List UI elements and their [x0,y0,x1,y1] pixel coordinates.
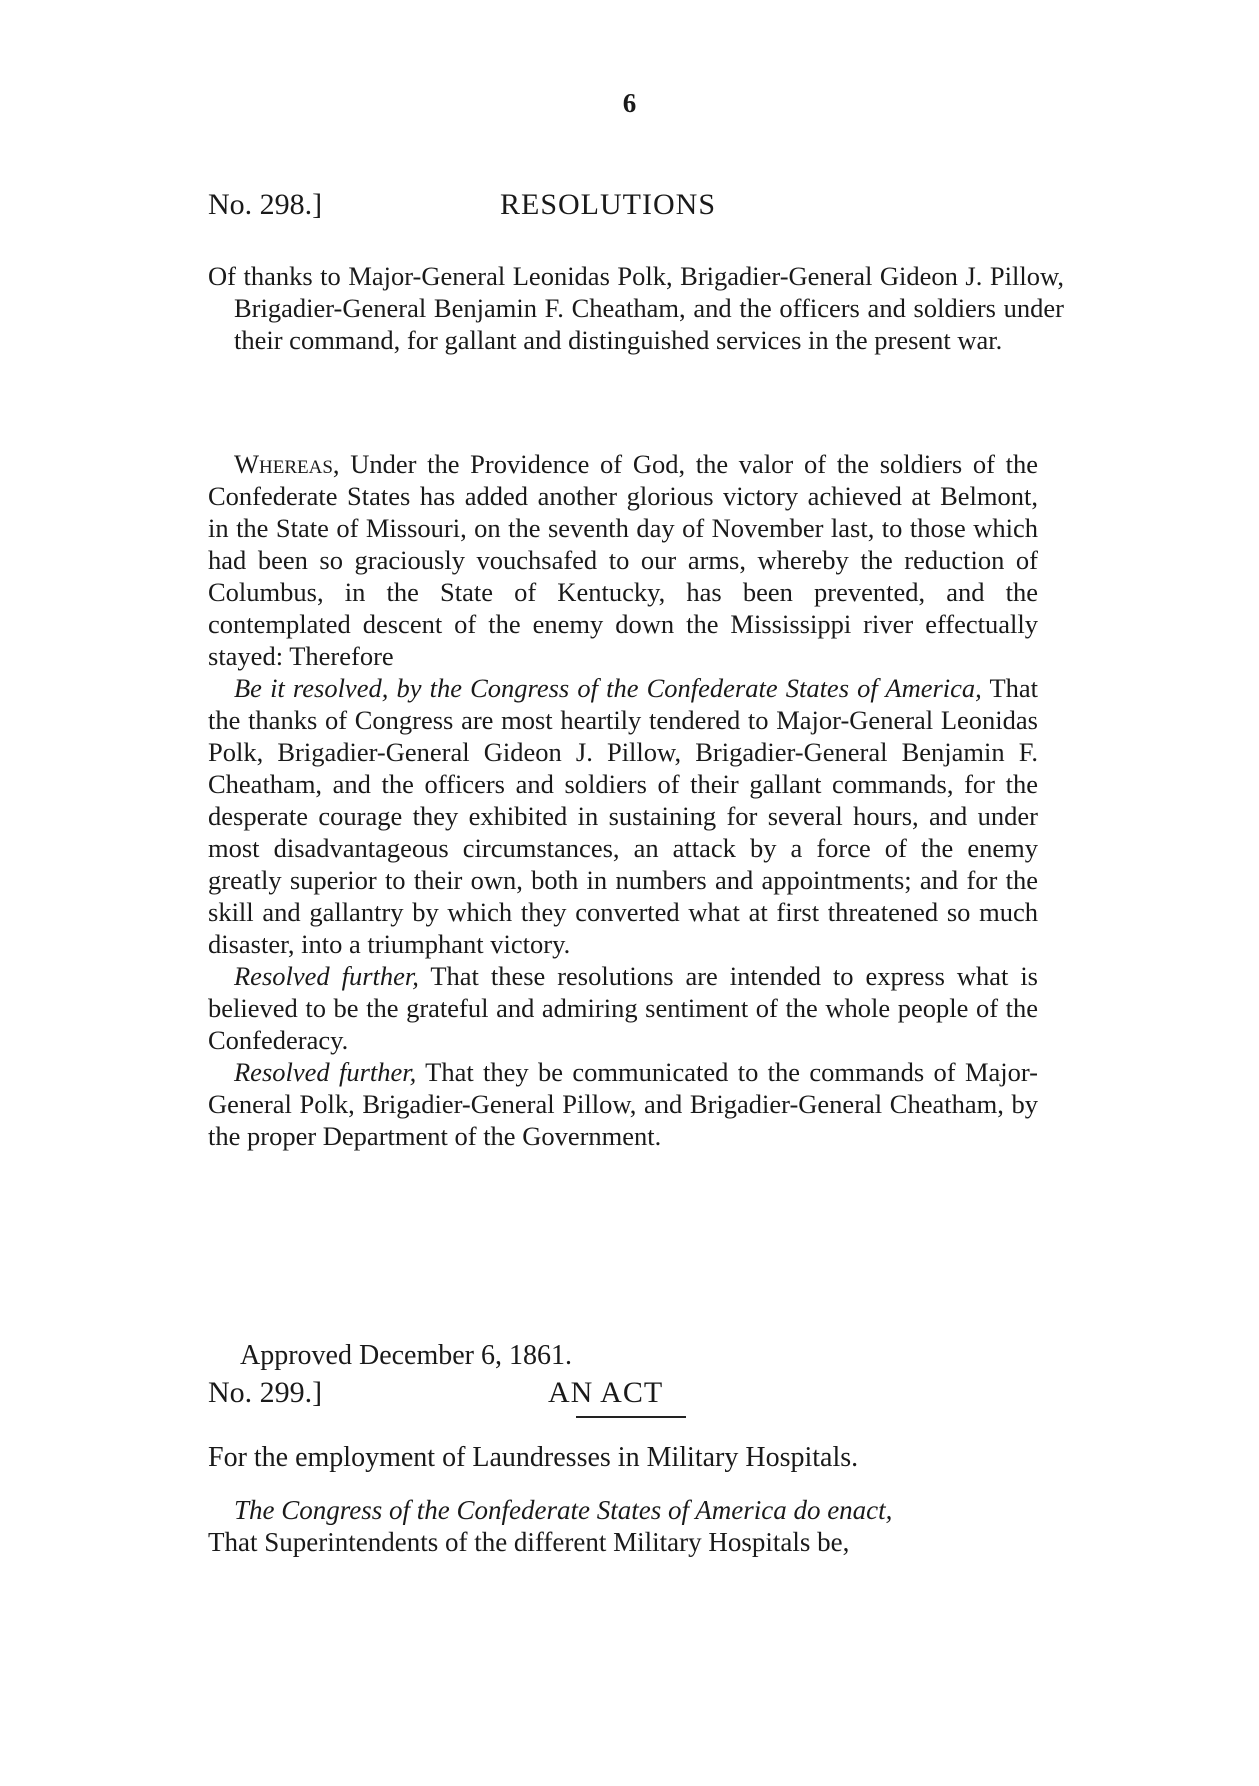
resolved-lead: Be it resolved, by the Congress of the Confederate States of America, [234,673,982,703]
resolution-body [208,448,1038,1152]
resolution-number: No. 298.] [208,188,323,221]
act-enacting-clause [208,1494,1038,1558]
enact-lead: The Congress of the Confederate States of America do enact, [234,1495,893,1525]
resolved-further-lead-2: Resolved further, [234,1057,417,1087]
act-subtitle: For the employment of Laundresses in Military Hospitals. [208,1442,859,1473]
resolved-further-paragraph-2 [208,1056,1038,1152]
resolved-paragraph [208,672,1038,960]
enact-paragraph [208,1494,1038,1526]
whereas-text: Under the Providence of God, the valor of the soldiers of the Confederate States has added another glorious victory achieved at Belmont, in the State of Missouri, on the seventh day of November last, to those which had been so graciously vouchsafed to our arms, whereby the reduction of Columbus, in the State of Kentucky, has been prevented, and the contemplated descent of the enemy down the Mississippi river effectually stayed: Therefore [208,449,1038,671]
resolved-further-paragraph-1 [208,960,1038,1056]
act-299-header [208,1376,1038,1416]
page-number: 6 [622,88,637,118]
resolved-further-text-2: That they be communicated to the commands of Major-General Polk, Brigadier-General Pillow, and Brigadier-General Cheatham, by the proper Department of the Government. [208,1057,1038,1151]
whereas-paragraph [208,448,1038,672]
resolved-further-text-1: That these resolutions are intended to express what is believed to be the grateful and admiring sentiment of the whole people of the Confederacy. [208,961,1038,1055]
act-number: No. 299.] [208,1376,323,1409]
resolution-heading: RESOLUTIONS [500,188,717,221]
resolved-text: That the thanks of Congress are most heartily tendered to Major-General Leonidas Polk, Brigadier-General Gideon J. Pillow, Brigadier-General Benjamin F. Cheatham, and the officers and soldiers of their gallant commands, for the desperate courage they exhibited in sustaining for several hours, and under most disadvantageous circumstances, an attack by a force of the enemy greatly superior to their own, both in numbers and appointments; and for the skill and gallantry by which they converted what at first threatened so much disaster, into a triumphant victory. [208,673,1039,959]
resolution-subtitle-text: Of thanks to Major-General Leonidas Polk, Brigadier-General Gideon J. Pillow, Brigadier-General Benjamin F. Cheatham, and the officers and soldiers under their command, for gallant and distinguished services in the present war. [208,261,1064,355]
section-divider [576,1416,686,1418]
whereas-lead: Whereas, [234,449,340,479]
resolution-subtitle [208,260,1064,356]
resolved-further-lead-1: Resolved further, [234,961,419,991]
approval-date: Approved December 6, 1861. [240,1340,573,1371]
resolution-298-header [208,188,1038,228]
act-heading: AN ACT [548,1376,664,1409]
enact-continuation: That Superintendents of the different Military Hospitals be, [208,1527,850,1557]
